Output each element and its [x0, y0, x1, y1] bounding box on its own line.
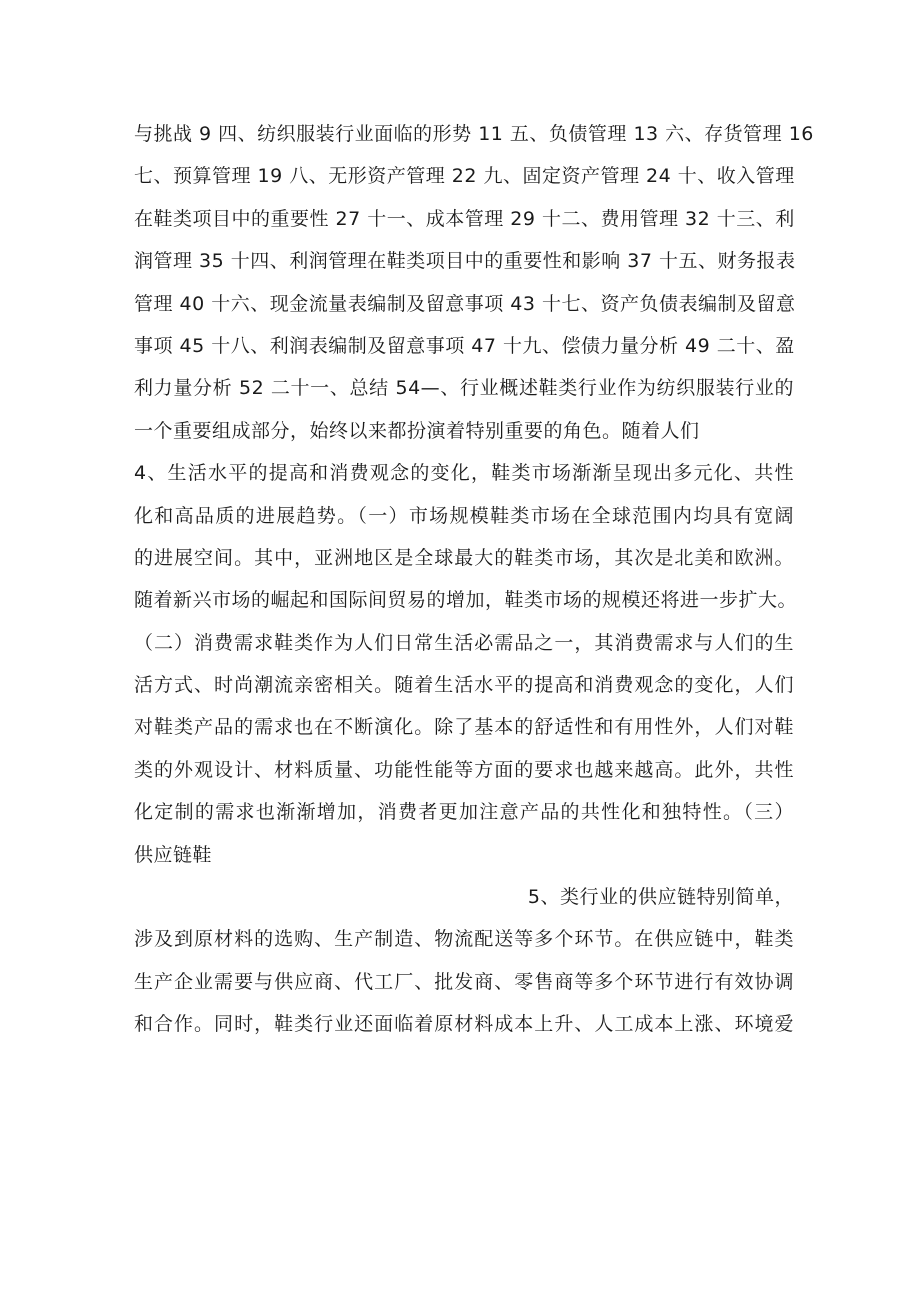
text-line: 在鞋类项目中的重要性 27 十一、成本管理 29 十二、费用管理 32 十三、利: [134, 207, 795, 230]
text-line: 七、预算管理 19 八、无形资产管理 22 九、固定资产管理 24 十、收入管理: [134, 165, 795, 188]
text-line: 的进展空间。其中，亚洲地区是全球最大的鞋类市场，其次是北美和欧洲。: [134, 546, 794, 569]
text-line: 利力量分析 52 二十一、总结 54—、行业概述鞋类行业作为纺织服装行业的: [134, 377, 794, 400]
text-line: 活方式、时尚潮流亲密相关。随着生活水平的提高和消费观念的变化，人们: [134, 674, 794, 697]
text-line: 和合作。同时，鞋类行业还面临着原材料成本上升、人工成本上涨、环境爱: [134, 1013, 794, 1036]
text-line: 对鞋类产品的需求也在不断演化。除了基本的舒适性和有用性外，人们对鞋: [134, 716, 794, 739]
text-line: 润管理 35 十四、利润管理在鞋类项目中的重要性和影响 37 十五、财务报表: [134, 250, 796, 273]
text-line: 随着新兴市场的崛起和国际间贸易的增加，鞋类市场的规模还将进一步扩大。: [134, 589, 798, 612]
text-line: 4、生活水平的提高和消费观念的变化，鞋类市场渐渐呈现出多元化、共性: [134, 462, 794, 485]
text-line: 管理 40 十六、现金流量表编制及留意事项 43 十七、资产负债表编制及留意: [134, 292, 796, 315]
text-line: 事项 45 十八、利润表编制及留意事项 47 十九、偿债力量分析 49 二十、盈: [134, 334, 795, 357]
text-line: 一个重要组成部分，始终以来都扮演着特别重要的角色。随着人们: [134, 419, 700, 442]
text-line: 涉及到原材料的选购、生产制造、物流配送等多个环节。在供应链中，鞋类: [134, 928, 794, 951]
text-line: （二）消费需求鞋类作为人们日常生活必需品之一，其消费需求与人们的生: [134, 631, 794, 654]
body-text: [134, 113, 814, 1046]
text-line: 5、类行业的供应链特别简单，: [527, 886, 794, 909]
text-line: 与挑战 9 四、纺织服装行业面临的形势 11 五、负债管理 13 六、存货管理 16: [134, 123, 814, 145]
text-line: 化和高品质的进展趋势。（一）市场规模鞋类市场在全球范围内均具有宽阔: [134, 504, 794, 527]
text-line: 供应链鞋: [134, 843, 213, 866]
text-line: 类的外观设计、材料质量、功能性能等方面的要求也越来越高。此外，共性: [134, 758, 794, 781]
text-line: 生产企业需要与供应商、代工厂、批发商、零售商等多个环节进行有效协调: [134, 970, 794, 993]
text-line: 化定制的需求也渐渐增加，消费者更加注意产品的共性化和独特性。（三）: [134, 801, 794, 824]
